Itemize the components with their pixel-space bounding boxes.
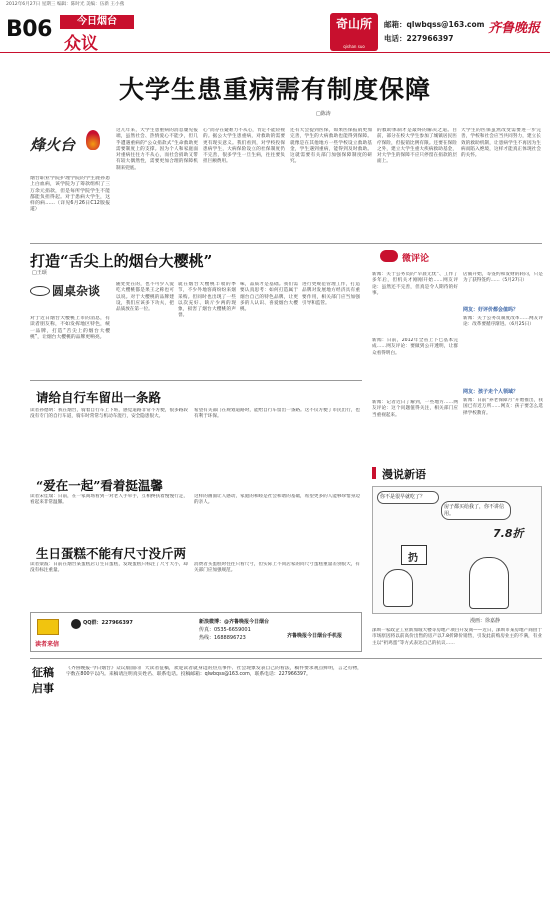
sign-text: 扔	[408, 553, 418, 564]
masthead-logo	[330, 13, 378, 51]
email-label: 邮箱：qlwbqss@163.com	[384, 20, 485, 29]
cartoon-caption: 深圳一家政企工业新加坡大楼等房地产项目开发商——近日，深圳市某房地产商由于市场原因将以前高价出售的房产以7.8折降价销售，引发此前购房业主的不满，有业主以“扔鸡蛋”等方式表达自己的抗议……	[372, 628, 542, 646]
qq-icon	[71, 619, 81, 629]
divider-letters-top	[30, 380, 362, 381]
cartoon-panel	[372, 486, 542, 614]
fax-label: 传真：0535-6659001	[199, 627, 251, 633]
paper-name: 齐鲁晚报	[488, 21, 541, 36]
column-logo-text: 烽火台	[30, 136, 76, 154]
letter-1-lead: 读者孙德明：我在烟台，骑着自行车上下班，感觉道路非常不方便，很多路段没有专门的自行车道，骑车时常常与机动车混行，安全隐患很大。	[30, 408, 188, 420]
main-headline: 大学生患重病需有制度保障	[118, 75, 431, 104]
main-lead: 烟台职业学院护理学院的学生鹿孙患上白血病，该学院为了筹款组织了三万余元捐款，但是每所学院学生不能都能负担得起。对于患病大学生，这样的病……（详见6月26日C12版报道）	[30, 176, 110, 213]
weibo-item-3: 新闻：记者近日了解到，一些地方……网友评论：这个问题值得关注，相关部门应当重视起来。	[372, 400, 458, 418]
cartoon-figure-right	[469, 557, 509, 609]
cherry-lead: 对于近日烟台大樱桃上市的消息，有读者朋友称，不如发挥地区特色，统一品牌，打造“舌尖上的烟台大樱桃”，让烟台大樱桃的品牌更响亮。	[30, 316, 110, 340]
letter-2-lead: 读者宋佳瑞：日前，在一家商场看到一对老人手牵手，互相搀扶着慢慢行走，看起来非常温馨。	[30, 494, 188, 506]
masthead-bar	[0, 11, 550, 53]
cherry-headline: 打造“舌尖上的烟台大樱桃”	[30, 252, 213, 270]
reader-tag: 读者来信	[35, 641, 60, 648]
cartoon-bubble-1: 你不是很早就吃了？	[377, 491, 439, 504]
right-column-item-5: 新闻：日前“养老保障月”开始推出，我国已有近万所……网友：孩子要怎么选择学校教育。	[463, 398, 543, 416]
flame-icon	[86, 130, 100, 150]
cartoon-credit: 漫画：徐嘉静	[470, 618, 501, 624]
speech-bubble-icon	[380, 250, 398, 262]
new-words-header	[372, 464, 532, 482]
cherry-column-4: 进行更规范管理工作，打造品牌对发展地方经济具有重要作用，相关部门应当加强引导和监管。	[302, 282, 360, 306]
main-column-5: 大学生的医保虽然改变需要进一步完善，学校和社会应当共同努力，建立长效的救助机制，让患病学生不再因为生病而陷入绝境，这样才能真正体现社会的关怀。	[461, 128, 541, 159]
envelope-icon	[37, 619, 59, 635]
cartoon-bubble-2: 房子都买给我了，你不讲信用。	[441, 501, 511, 520]
section-title: 众议	[64, 34, 98, 54]
hotline-label: 热线：1688896723	[199, 635, 246, 641]
main-byline: □陈涛	[316, 111, 331, 117]
main-column-4: 的救助体制才是最终的解决之道。目前，部分在校大学生参加了城镇居民医疗保险，但报销比例有限。还要在保险之外，建立大学生重大疾病救助基金，对大学生的保障不应只停留在捐款的层面上。	[377, 128, 457, 165]
right-column-item-3: 新闻：关于公务员制度改革……网友评论：改革要循序渐进。（6月25日）	[463, 316, 543, 328]
cherry-column-logo	[30, 282, 110, 312]
section-top-label: 今日烟台	[60, 15, 134, 29]
price-tag: 7.8折	[493, 527, 524, 540]
cherry-byline: □王颂	[32, 270, 47, 276]
weibo-header	[380, 248, 460, 266]
main-column-1: 这几年来，大学生患重病的消息屡见报端，虽然社会、热情爱心不能少，但几乎遭遇重病的“公众捐款式”生命救助更需要制度上的支撑。因为个人和家庭面对重病往往力不从心，而社会捐助又带有较大偶然性，需要更加合理的保障机制来兜底。	[116, 128, 198, 171]
logo-text: 奇山所	[335, 17, 372, 31]
letter-3-headline: 生日蛋糕不能有尺寸没斤两	[36, 546, 187, 561]
qq-label: QQ群：227966397	[83, 620, 133, 626]
main-column-logo	[30, 128, 108, 168]
phone-label: 电话：227966397	[384, 34, 454, 43]
cherry-logo-text: 圆桌杂谈	[52, 284, 101, 298]
letter-3-lead: 读者梁波：日前在烟台某蛋糕店订生日蛋糕，发现蛋糕只标注了尺寸大小，却没有标注重量。	[30, 562, 188, 574]
right-column-item-4: 网友：孩子走个人领域？	[463, 389, 519, 395]
letter-1-headline: 请给自行车留出一条路	[36, 390, 162, 405]
sign-board	[401, 545, 427, 565]
dateline: 2012年6月27日 星期三 编辑：陈时光 美编：伍新 王小燕	[6, 2, 125, 7]
footer-heading-1: 征稿	[32, 666, 54, 679]
page-number: B06	[6, 17, 52, 42]
weibo-title: 微评论	[402, 254, 430, 264]
right-column-item-2: 网友：好评价都会值吗？	[463, 307, 519, 313]
weibo-label: 新浪微博：@齐鲁晚报今日烟台	[199, 619, 270, 625]
weibo-item-2: 新闻：日前，2012年全省上下已基本完成……网友评论：要做到公开透明，让群众看得明白。	[372, 338, 458, 356]
letter-2-text: 这样的画面让人感动，家庭的和睦是社会和谐的基础，希望更多的人能够珍惜身边的亲人。	[194, 494, 360, 506]
footer-text: 《齐鲁晚报·今日烟台》众议版面向广大读者征稿，欢迎读者就身边的热点事件、社会现象发表自己的看法，稿件要求观点鲜明，言之有物，字数在800字以内。来稿请注明真实姓名、联系电话。投稿邮箱：qlwbqss@163.com，联系电话：227966397。	[66, 666, 362, 678]
letter-1-text: 希望有关部门在规划道路时，能给自行车留出一条路。这不仅方便了市民出行，也有利于环保。	[194, 408, 360, 420]
round-table-icon	[30, 286, 50, 296]
right-column-item-1: 店铺开始，等签约和发财的转向，只是为了获得签约……（5月27日）	[463, 272, 543, 284]
cherry-column-3: 味，品质才是基础。我们需要认真思考：如何打造属于烟台自己的特色品牌，让更多的人认识、喜爱烟台大樱桃。	[240, 282, 298, 313]
contact-box	[30, 612, 362, 652]
divider-main	[30, 243, 542, 244]
wechat-label: 齐鲁晚报今日烟台手机报	[287, 633, 343, 639]
new-words-bar	[372, 467, 376, 479]
new-words-title: 漫说新语	[382, 468, 426, 481]
main-column-2: 心”而存在疑难力不从心，肯定不能轻视的。据公大学生患重病，对救助的需要更有现实意义。我们看到，对学校投保患病学生，大病保险设立的社保制度仍不完善，很多学生一旦生病，往往要负担巨额费用。	[203, 128, 285, 165]
letter-3-text: 消费者买蛋糕时往往只看尺寸，但实际上不同店家的同尺寸蛋糕重量差别很大，有关部门应加强规范。	[194, 562, 360, 574]
divider-footer	[30, 658, 542, 659]
cherry-column-2: 就在烟台大樱桃丰收的季节，不少外地客商纷纷来烟采购。但同时也出现了一些以次充好、缺斤少两的现象，损害了烟台大樱桃的声誉。	[178, 282, 236, 319]
logo-subtext: qishan suo	[343, 44, 365, 49]
footer-heading-2: 启事	[32, 682, 54, 695]
main-column-3: 还有大会提到医保，如果医保报销更加完善，学生的大病救助也能得到保障。就像是在其他地方一些学校设立救助基金，学生遇到重病，能得到及时救助。这就需要有关部门加强保障制度的研究。	[290, 128, 372, 165]
cartoon-figure-left	[383, 569, 413, 607]
weibo-item-1: 新闻：关于公务员的“早晨无忧”、工作了多年后，但机关才刚刚开始……网友评论：虽然还不完善，但真是令人期待的好事。	[372, 272, 458, 296]
cherry-column-1: 随处处在的，也不可少人爱吃大樱桃都是果王之称也可以说。对于大樱桃的品牌建设，我们应该多下功夫，把品质放在第一位。	[116, 282, 174, 313]
letter-2-headline: “爱在一起”看着挺温馨	[36, 478, 163, 493]
